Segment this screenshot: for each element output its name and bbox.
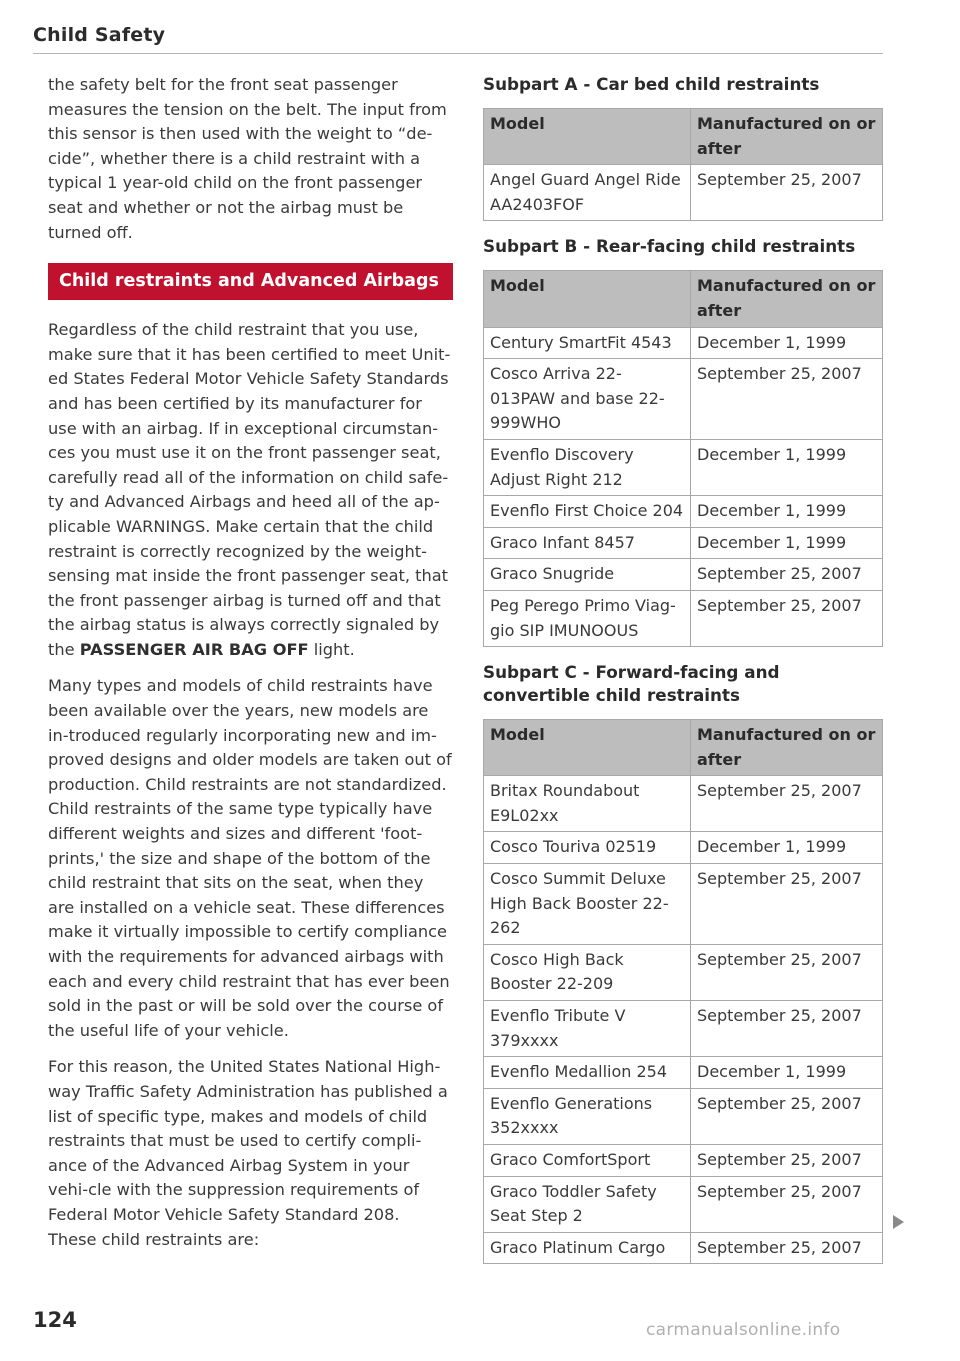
cell-date: December 1, 1999	[691, 527, 883, 559]
table-row	[484, 590, 883, 646]
table-row	[484, 944, 883, 1000]
cell-model: Britax Roundabout E9L02xx	[484, 776, 691, 832]
cell-model: Graco Infant 8457	[484, 527, 691, 559]
cell-date: September 25, 2007	[691, 1176, 883, 1232]
cell-date: September 25, 2007	[691, 165, 883, 221]
cell-model: Cosco High Back Booster 22-209	[484, 944, 691, 1000]
cell-date: September 25, 2007	[691, 1088, 883, 1144]
cell-date: December 1, 1999	[691, 1057, 883, 1089]
section-banner: Child restraints and Advanced Airbags	[48, 263, 453, 300]
cell-model: Evenflo Generations 352xxxx	[484, 1088, 691, 1144]
cell-date: September 25, 2007	[691, 944, 883, 1000]
table-row	[484, 559, 883, 591]
cell-date: September 25, 2007	[691, 359, 883, 440]
table-row	[484, 1176, 883, 1232]
cell-date: December 1, 1999	[691, 496, 883, 528]
child-restraint-table	[483, 719, 883, 1264]
paragraph-models: Many types and models of child restraints have been available over the years, new models are in-troduced regularly incorporating new and im-proved designs and older models are taken out of production. Child restraints are not standardized. Child restraints of the same type typically have different weights and sizes and different 'foot-prints,' the size and shape of the bottom of the child restraint that sits on the seat, when they are installed on a vehicle seat. These differences make it virtually impossible to certify compliance with the requirements for advanced airbags with each and every child restraint that has ever been sold in the past or will be sold over the course of the useful life of your vehicle.	[48, 676, 452, 1040]
cell-model: Evenflo Discovery Adjust Right 212	[484, 439, 691, 495]
table-row	[484, 359, 883, 440]
cell-model: Graco ComfortSport	[484, 1145, 691, 1177]
table-row	[484, 832, 883, 864]
cell-model: Angel Guard Angel Ride AA2403FOF	[484, 165, 691, 221]
column-header-manufactured: Manufactured on or after	[691, 109, 883, 165]
paragraph-certification-end: light.	[313, 639, 355, 659]
cell-model: Peg Perego Primo Viag-gio SIP IMUNOOUS	[484, 590, 691, 646]
table-row	[484, 864, 883, 945]
cell-date: September 25, 2007	[691, 776, 883, 832]
cell-model: Cosco Touriva 02519	[484, 832, 691, 864]
table-row	[484, 527, 883, 559]
table-row	[484, 1145, 883, 1177]
paragraph-certification	[48, 318, 453, 662]
table-row	[484, 1088, 883, 1144]
cell-model: Evenflo Medallion 254	[484, 1057, 691, 1089]
cell-date: December 1, 1999	[691, 832, 883, 864]
table-row	[484, 1057, 883, 1089]
column-header-model: Model	[484, 720, 691, 776]
cell-date: September 25, 2007	[691, 559, 883, 591]
cell-model: Cosco Summit Deluxe High Back Booster 22-262	[484, 864, 691, 945]
cell-date: September 25, 2007	[691, 864, 883, 945]
cell-model: Evenflo First Choice 204	[484, 496, 691, 528]
table-row	[484, 1001, 883, 1057]
paragraph-certification-text: Regardless of the child restraint that you use, make sure that it has been certified to meet Unit-ed States Federal Motor Vehicle Safety Standards and has been certified by its manufacturer for use with an airbag. If in exceptional circumstan-ces you must use it on the front passenger seat, carefully read all of the information on child safe-ty and Advanced Airbags and heed all of the ap-plicable WARNINGS. Make certain that the child restraint is correctly recognized by the weight-sensing mat inside the front passenger seat, that the front passenger airbag is turned off and that the airbag status is always correctly signaled by the	[48, 320, 451, 659]
section-header-title: Child Safety	[33, 24, 166, 46]
left-column	[48, 73, 453, 1264]
cell-date: September 25, 2007	[691, 1145, 883, 1177]
cell-model: Cosco Arriva 22-013PAW and base 22-999WHO	[484, 359, 691, 440]
cell-date: September 25, 2007	[691, 590, 883, 646]
table-row	[484, 496, 883, 528]
cell-model: Evenflo Tribute V 379xxxx	[484, 1001, 691, 1057]
cell-model: Graco Snugride	[484, 559, 691, 591]
paragraph-intro: the safety belt for the front seat passenger measures the tension on the belt. The input from this sensor is then used with the weight to “de-cide”, whether there is a child restraint with a typical 1 year-old child on the front passenger seat and whether or not the airbag must be turned off.	[48, 75, 447, 242]
cell-date: December 1, 1999	[691, 327, 883, 359]
table-row	[484, 327, 883, 359]
cell-date: September 25, 2007	[691, 1001, 883, 1057]
table-row	[484, 165, 883, 221]
table-header-row	[484, 720, 883, 776]
watermark: carmanualsonline.info	[646, 1320, 841, 1340]
table-row	[484, 439, 883, 495]
column-header-model: Model	[484, 109, 691, 165]
table-header-row	[484, 109, 883, 165]
column-header-model: Model	[484, 271, 691, 327]
passenger-airbag-off-label: PASSENGER AIR BAG OFF	[79, 639, 309, 659]
child-restraint-table	[483, 108, 883, 221]
column-header-manufactured: Manufactured on or after	[691, 720, 883, 776]
subpart-heading: Subpart B - Rear-facing child restraints	[483, 236, 856, 257]
child-restraint-table	[483, 270, 883, 647]
table-row	[484, 1232, 883, 1264]
page-number: 124	[33, 1308, 77, 1332]
table-header-row	[484, 271, 883, 327]
table-row	[484, 776, 883, 832]
cell-date: December 1, 1999	[691, 439, 883, 495]
cell-model: Century SmartFit 4543	[484, 327, 691, 359]
subpart-heading: Subpart C - Forward-facing and convertible child restraints	[483, 662, 780, 706]
right-column	[483, 73, 883, 1278]
paragraph-nhtsa: For this reason, the United States National High-way Traffic Safety Administration has published a list of specific type, makes and models of child restraints that must be used to certify compli-ance of the Advanced Airbag System in your vehi-cle with the suppression requirements of Federal Motor Vehicle Safety Standard 208. These child restraints are:	[48, 1057, 448, 1249]
play-arrow-icon	[893, 1215, 904, 1229]
column-header-manufactured: Manufactured on or after	[691, 271, 883, 327]
cell-model: Graco Platinum Cargo	[484, 1232, 691, 1264]
header-divider	[33, 53, 883, 54]
cell-model: Graco Toddler Safety Seat Step 2	[484, 1176, 691, 1232]
subpart-heading: Subpart A - Car bed child restraints	[483, 74, 820, 94]
cell-date: September 25, 2007	[691, 1232, 883, 1264]
